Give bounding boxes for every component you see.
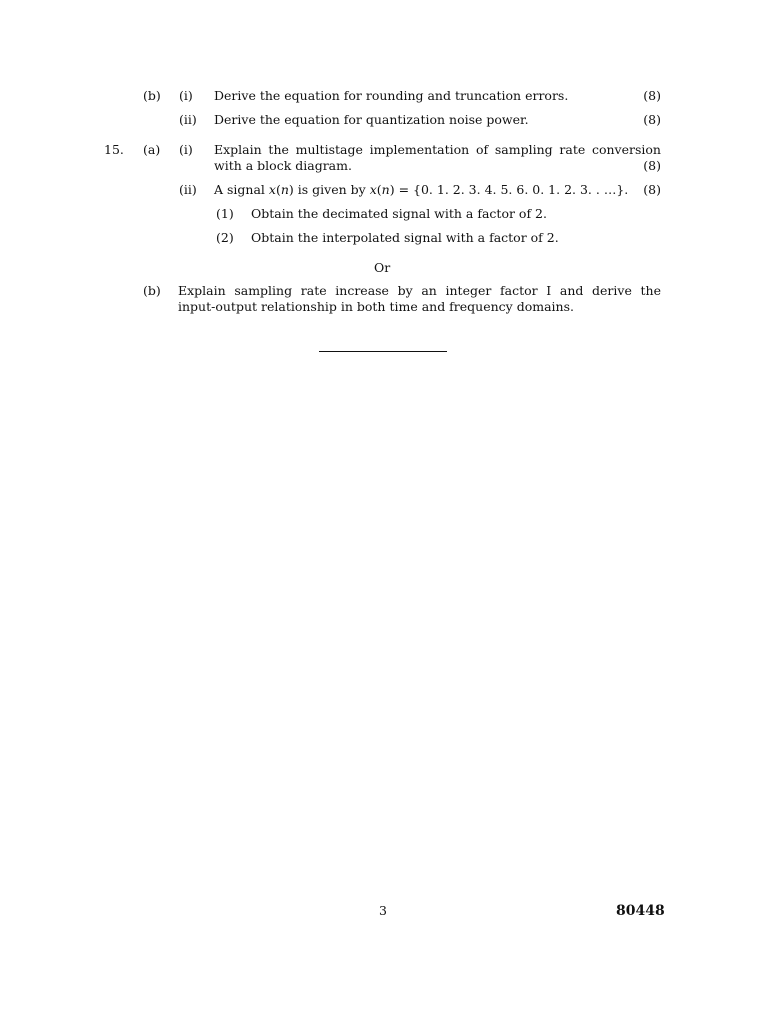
q15a-label: (a)	[143, 142, 161, 157]
q15b-label: (b)	[143, 283, 161, 298]
q15b-line2: input-output relationship in both time and frequency domains.	[178, 299, 574, 314]
q15a-ii-text: A signal x(n) is given by x(n) = {0. 1. 2. 3. 4. 5. 6. 0. 1. 2. 3. . …}.	[214, 182, 629, 197]
q15a-ii-n2: n	[381, 182, 390, 197]
end-rule	[319, 351, 447, 352]
q15a-ii-sub1-text: Obtain the decimated signal with a factor of 2.	[251, 206, 547, 221]
q15a-ii-sub2-label: (2)	[216, 230, 234, 245]
q14b-ii-label: (ii)	[179, 112, 197, 127]
q15-number: 15.	[104, 142, 124, 157]
exam-code: 80448	[616, 903, 665, 919]
q15a-ii-sub2-text: Obtain the interpolated signal with a factor of 2.	[251, 230, 559, 245]
q14b-label: (b)	[143, 88, 161, 103]
q15b-line1: Explain sampling rate increase by an integer factor I and derive the	[178, 283, 661, 298]
q14b-ii-text: Derive the equation for quantization noise power.	[214, 112, 529, 127]
q14b-i-label: (i)	[179, 88, 193, 103]
q15a-i-marks: (8)	[643, 158, 661, 173]
q14b-i-text: Derive the equation for rounding and truncation errors.	[214, 88, 569, 103]
q15a-ii-sequence: = {0. 1. 2. 3. 4. 5. 6. 0. 1. 2. 3. . …}.	[398, 182, 629, 197]
page-number: 3	[379, 903, 387, 918]
q15a-i-line2: with a block diagram.	[214, 158, 352, 173]
q15a-ii-n1: n	[280, 182, 289, 197]
q15a-ii-text-mid: is given by	[297, 182, 366, 197]
q15a-i-line1: Explain the multistage implementation of sampling rate conversion	[214, 142, 661, 157]
q14b-ii-marks: (8)	[643, 112, 661, 127]
q15a-ii-x2: x	[369, 182, 377, 197]
q15a-ii-sub1-label: (1)	[216, 206, 234, 221]
q15a-i-label: (i)	[179, 142, 193, 157]
q15a-ii-text-pre: A signal	[214, 182, 265, 197]
q15a-ii-label: (ii)	[179, 182, 197, 197]
q15a-ii-x1: x	[268, 182, 276, 197]
q14b-i-marks: (8)	[643, 88, 661, 103]
or-divider: Or	[374, 260, 391, 275]
q15a-ii-marks: (8)	[643, 182, 661, 197]
